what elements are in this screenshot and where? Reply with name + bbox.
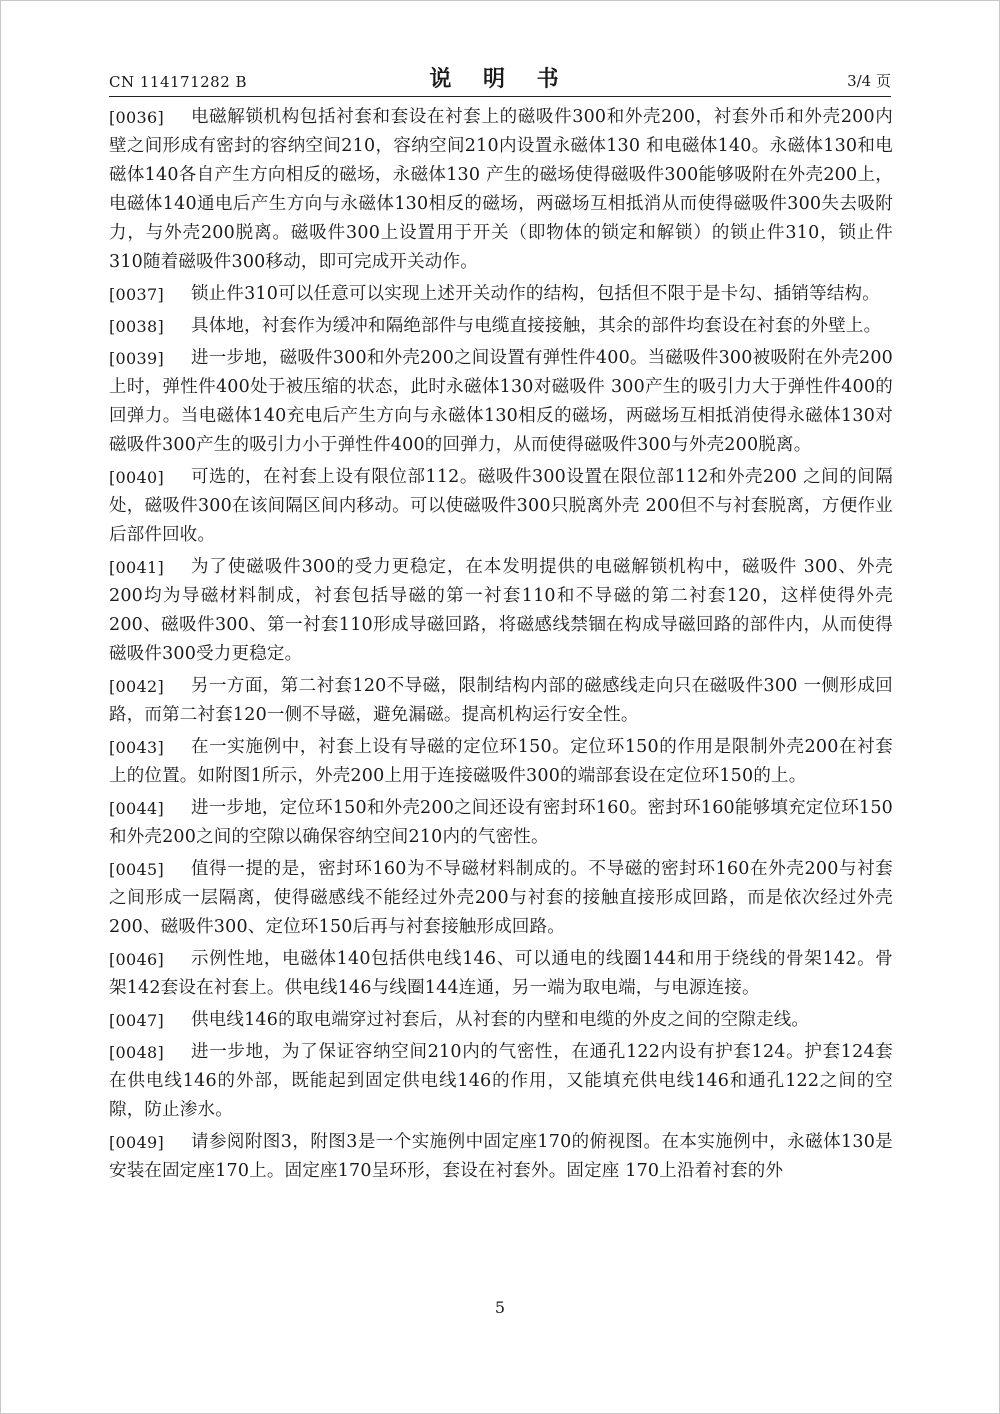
paragraph-text: 电磁解锁机构包括衬套和套设在衬套上的磁吸件300和外壳200，衬套外币和外壳200内壁之间形成有密封的容纳空间210，容纳空间210内设置永磁体130 和电磁体140。永磁体130和电磁体140各自产生方向相反的磁场，永磁体130 产生的磁场使得磁吸件300能够吸附在外壳200上，电磁体140通电后产生方向与永磁体130相反的磁场，两磁场互相抵消从而使得磁吸件300失去吸附力，与外壳200脱离。磁吸件300上设置用于开关（即物体的锁定和解锁）的锁止件310，锁止件310随着磁吸件300移动，即可完成开关动作。 <box>109 107 893 272</box>
paragraph-number: [0037] <box>109 285 165 304</box>
paragraph-0043 <box>109 733 893 791</box>
document-body <box>109 103 893 1189</box>
paragraph-0038 <box>109 312 893 341</box>
page-header <box>109 59 891 95</box>
paragraph-text: 具体地，衬套作为缓冲和隔绝部件与电缆直接接触，其余的部件均套设在衬套的外壁上。 <box>191 316 882 336</box>
page-number: 5 <box>494 1298 506 1317</box>
paragraph-text: 为了使磁吸件300的受力更稳定，在本发明提供的电磁解锁机构中，磁吸件 300、外壳200均为导磁材料制成，衬套包括导磁的第一衬套110和不导磁的第二衬套120，这样使得外壳200、磁吸件300、第一衬套110形成导磁回路，将磁感线禁锢在构成导磁回路的部件内，从而使得磁吸件300受力更稳定。 <box>109 557 893 664</box>
page-indicator: 3/4 页 <box>847 72 891 90</box>
paragraph-number: [0049] <box>109 1133 165 1152</box>
paragraph-number: [0048] <box>109 1043 165 1062</box>
paragraph-text: 进一步地，为了保证容纳空间210内的气密性，在通孔122内设有护套124。护套124套在供电线146的外部，既能起到固定供电线146的作用，又能填充供电线146和通孔122之间的空隙，防止渗水。 <box>109 1042 893 1120</box>
paragraph-text: 可选的，在衬套上设有限位部112。磁吸件300设置在限位部112和外壳200 之间的间隔处，磁吸件300在该间隔区间内移动。可以使磁吸件300只脱离外壳 200但不与衬套脱离，方便作业后部件回收。 <box>109 467 893 545</box>
paragraph-0044 <box>109 794 893 852</box>
paragraph-0041 <box>109 553 893 669</box>
paragraph-0042 <box>109 672 893 730</box>
patent-number: CN 114171282 B <box>109 73 248 91</box>
paragraph-0047 <box>109 1006 893 1035</box>
paragraph-text: 锁止件310可以任意可以实现上述开关动作的结构，包括但不限于是卡勾、插销等结构。 <box>191 284 880 304</box>
paragraph-number: [0045] <box>109 860 165 879</box>
paragraph-0049 <box>109 1128 893 1186</box>
document-title: 说 明 书 <box>429 66 571 92</box>
paragraph-0040 <box>109 463 893 550</box>
paragraph-0048 <box>109 1038 893 1125</box>
paragraph-0046 <box>109 945 893 1003</box>
paragraph-number: [0036] <box>109 108 165 127</box>
paragraph-0037 <box>109 280 893 309</box>
paragraph-number: [0043] <box>109 738 165 757</box>
paragraph-text: 进一步地，磁吸件300和外壳200之间设置有弹性件400。当磁吸件300被吸附在外壳200上时，弹性件400处于被压缩的状态，此时永磁体130对磁吸件 300产生的吸引力大于弹性件400的回弹力。当电磁体140充电后产生方向与永磁体130相反的磁场，两磁场互相抵消使得永磁体130对磁吸件300产生的吸引力小于弹性件400的回弹力，从而使得磁吸件300与外壳200脱离。 <box>109 348 893 455</box>
paragraph-number: [0042] <box>109 677 165 696</box>
paragraph-text: 值得一提的是，密封环160为不导磁材料制成的。不导磁的密封环160在外壳200与衬套之间形成一层隔离，使得磁感线不能经过外壳200与衬套的接触直接形成回路，而是依次经过外壳200、磁吸件300、定位环150后再与衬套接触形成回路。 <box>109 859 893 937</box>
paragraph-0036 <box>109 103 893 277</box>
paragraph-number: [0044] <box>109 799 165 818</box>
paragraph-text: 进一步地，定位环150和外壳200之间还设有密封环160。密封环160能够填充定位环150和外壳200之间的空隙以确保容纳空间210内的气密性。 <box>109 798 893 847</box>
paragraph-text: 请参阅附图3，附图3是一个实施例中固定座170的俯视图。在本实施例中，永磁体130是安装在固定座170上。固定座170呈环形，套设在衬套外。固定座 170上沿着衬套的外 <box>109 1132 893 1181</box>
paragraph-number: [0047] <box>109 1011 165 1030</box>
paragraph-0045 <box>109 855 893 942</box>
paragraph-number: [0039] <box>109 349 165 368</box>
paragraph-number: [0040] <box>109 468 165 487</box>
header-rule <box>109 96 891 97</box>
paragraph-text: 另一方面，第二衬套120不导磁，限制结构内部的磁感线走向只在磁吸件300 一侧形成回路，而第二衬套120一侧不导磁，避免漏磁。提高机构运行安全性。 <box>109 676 893 725</box>
paragraph-number: [0038] <box>109 317 165 336</box>
paragraph-number: [0041] <box>109 558 165 577</box>
paragraph-text: 示例性地，电磁体140包括供电线146、可以通电的线圈144和用于绕线的骨架142。骨架142套设在衬套上。供电线146与线圈144连通，另一端为取电端，与电源连接。 <box>109 949 893 998</box>
paragraph-number: [0046] <box>109 950 165 969</box>
paragraph-text: 供电线146的取电端穿过衬套后，从衬套的内壁和电缆的外皮之间的空隙走线。 <box>191 1010 810 1030</box>
paragraph-0039 <box>109 344 893 460</box>
paragraph-text: 在一实施例中，衬套上设有导磁的定位环150。定位环150的作用是限制外壳200在衬套上的位置。如附图1所示，外壳200上用于连接磁吸件300的端部套设在定位环150的上。 <box>109 737 893 786</box>
